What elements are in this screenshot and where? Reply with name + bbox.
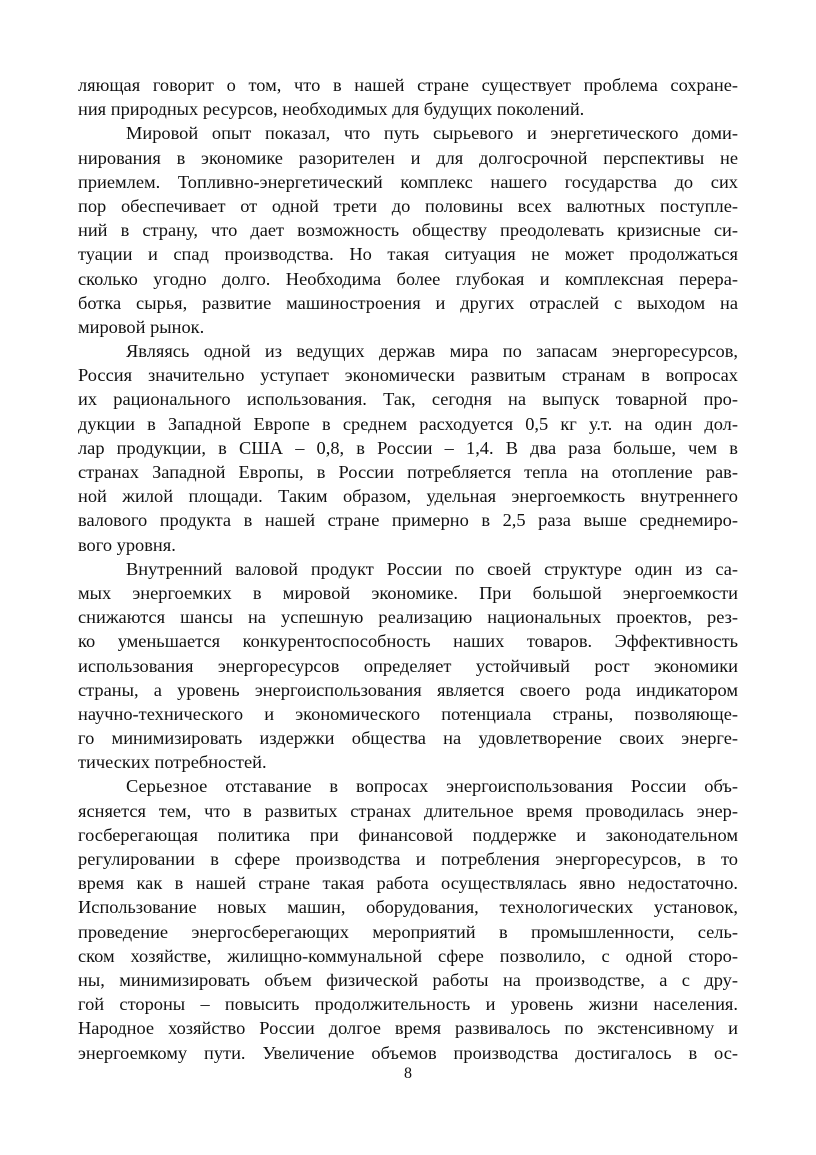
text-line: регулировании в сфере производства и потребления энергоресурсов, в то — [78, 849, 738, 869]
paragraph-5 — [78, 774, 738, 1064]
text-line: время как в нашей стране такая работа осуществлялась явно недостаточно. — [78, 873, 738, 894]
text-line: туации и спад производства. Но такая ситуация не может продолжаться — [78, 244, 738, 265]
paragraph-2 — [78, 121, 738, 339]
text-line: мировой рынок. — [78, 316, 205, 337]
text-line: вого уровня. — [78, 534, 176, 555]
text-line: страны, а уровень энергоиспользования является своего рода индикатором — [78, 679, 738, 700]
text-line: госберегающая политика при финансовой поддержке и законодательном — [78, 824, 738, 845]
text-line: гой стороны – повысить продолжительность и уровень жизни населения. — [78, 994, 738, 1015]
text-line: Народное хозяйство России долгое время развивалось по экстенсивному и — [78, 1018, 738, 1039]
text-line: Являясь одной из ведущих держав мира по запасам энергоресурсов, — [126, 341, 738, 362]
paragraph-4 — [78, 557, 738, 775]
text-line: нирования в экономике разорителен и для долгосрочной перспективы не — [78, 147, 738, 168]
text-line: их рационального использования. Так, сегодня на выпуск товарной про- — [78, 389, 738, 410]
text-line: ском хозяйстве, жилищно-коммунальной сфере позволило, с одной сторо- — [78, 945, 738, 966]
text-line: ясняется тем, что в развитых странах длительное время проводилась энер- — [78, 800, 738, 821]
text-line: Россия значительно уступает экономически развитым странам в вопросах — [78, 365, 738, 386]
text-line: ны, минимизировать объем физической работы на производстве, а с дру- — [78, 969, 738, 990]
text-line: пор обеспечивает от одной трети до половины всех валютных поступле- — [78, 195, 738, 216]
text-line: Мировой опыт показал, что путь сырьевого и энергетического доми- — [126, 123, 738, 144]
text-line: ной жилой площади. Таким образом, удельная энергоемкость внутреннего — [78, 486, 738, 507]
text-line: тических потребностей. — [78, 752, 267, 773]
text-line: приемлем. Топливно-энергетический комплекс нашего государства до сих — [78, 171, 738, 192]
text-line: использования энергоресурсов определяет устойчивый рост экономики — [78, 655, 738, 676]
text-line: дукции в Западной Европе в среднем расходуется 0,5 кг у.т. на один дол- — [78, 413, 738, 434]
text-line: ко уменьшается конкурентоспособность наших товаров. Эффективность — [78, 631, 738, 652]
paragraph-1 — [78, 73, 738, 121]
text-line: научно-технического и экономического потенциала страны, позволяюще- — [78, 703, 738, 724]
text-line: ния природных ресурсов, необходимых для будущих поколений. — [78, 99, 585, 120]
page-number: 8 — [404, 1065, 412, 1082]
text-line: лар продукции, в США – 0,8, в России – 1,4. В два раза больше, чем в — [78, 437, 738, 458]
text-line: Серьезное отставание в вопросах энергоиспользования России объ- — [126, 776, 738, 797]
text-line: сколько угодно долго. Необходима более глубокая и комплексная перера- — [78, 268, 738, 289]
text-line: энергоемкому пути. Увеличение объемов производства достигалось в ос- — [78, 1042, 738, 1063]
text-line: странах Западной Европы, в России потребляется тепла на отопление рав- — [78, 462, 738, 482]
text-line: валового продукта в нашей стране примерно в 2,5 раза выше среднемиро- — [78, 510, 738, 531]
text-line: мых энергоемких в мировой экономике. При большой энергоемкости — [78, 582, 738, 603]
text-line: Внутренний валовой продукт России по своей структуре один из са- — [126, 558, 738, 579]
text-line: проведение энергосберегающих мероприятий в промышленности, сель- — [78, 921, 738, 942]
text-line: ний в страну, что дает возможность обществу преодолевать кризисные си- — [78, 220, 738, 241]
text-line: го минимизировать издержки общества на удовлетворение своих энерге- — [78, 728, 738, 749]
text-line: Использование новых машин, оборудования, технологических установок, — [78, 897, 738, 918]
text-line: снижаются шансы на успешную реализацию национальных проектов, рез- — [78, 607, 738, 628]
text-line: ботка сырья, развитие машиностроения и других отраслей с выходом на — [78, 292, 738, 313]
body-text — [78, 73, 738, 1065]
text-line: ляющая говорит о том, что в нашей стране существует проблема сохране- — [78, 75, 738, 95]
paragraph-3 — [78, 339, 738, 557]
